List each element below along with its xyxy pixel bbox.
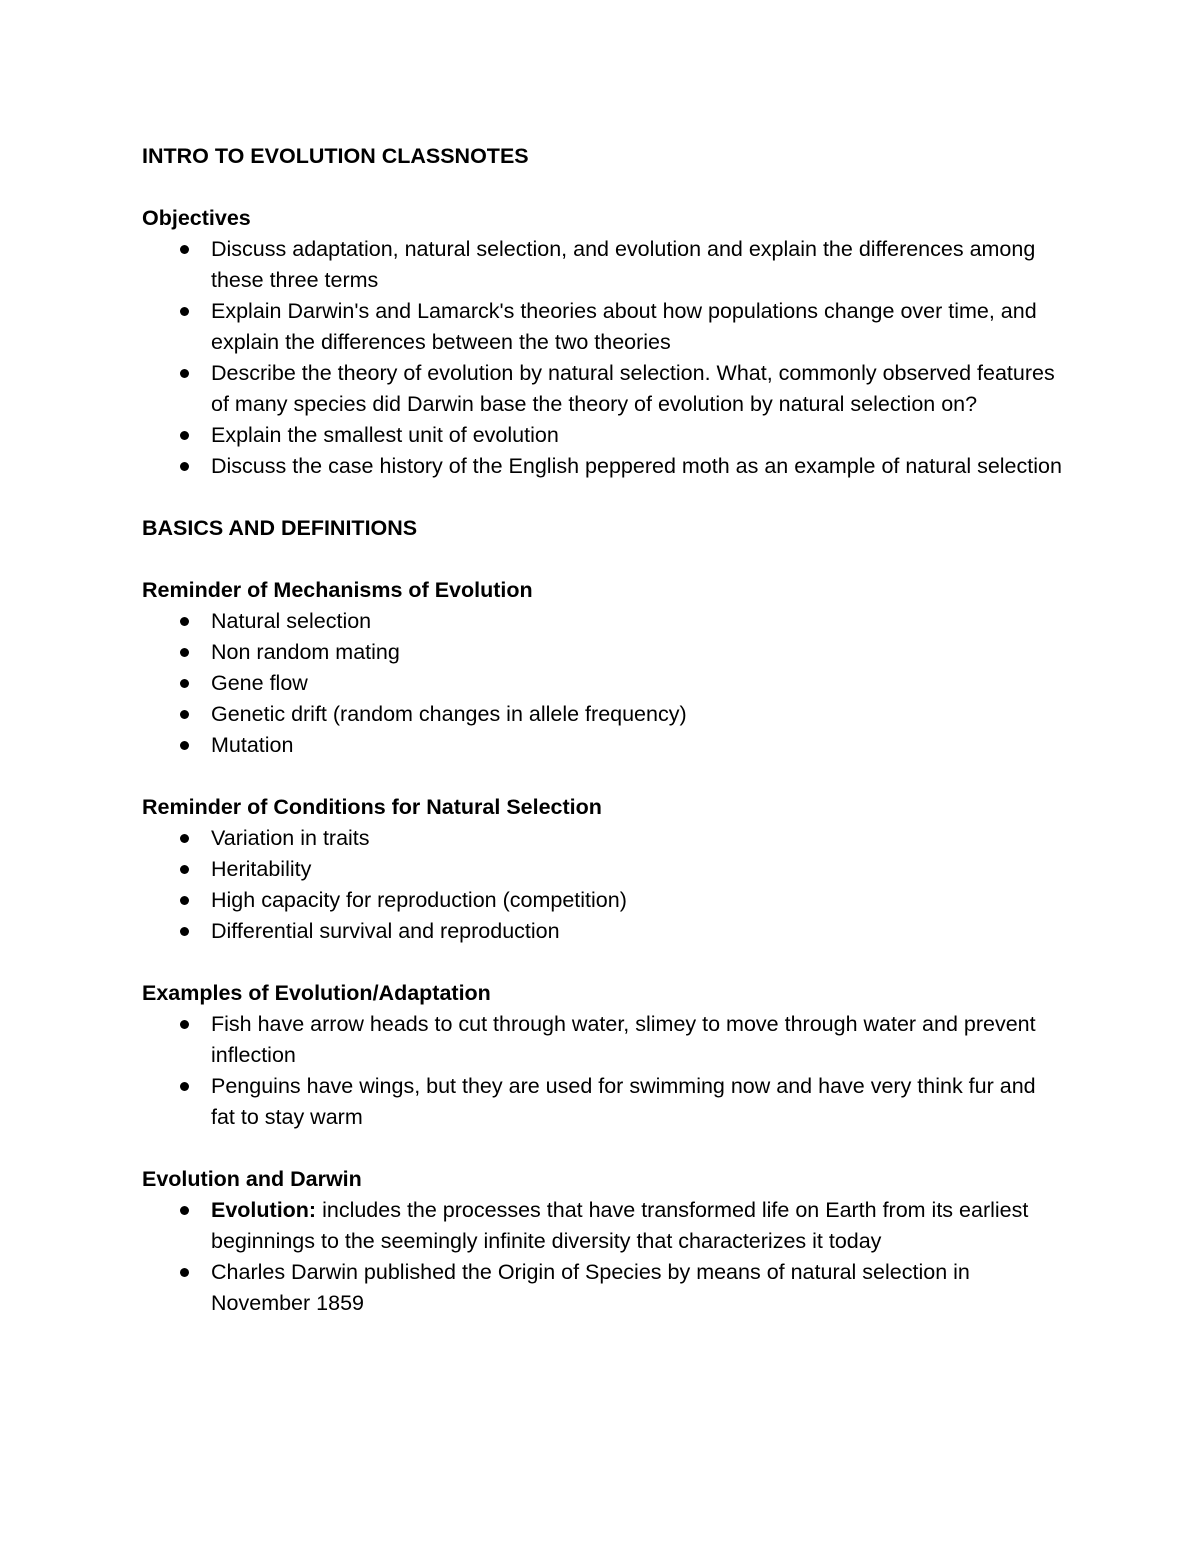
list-item bbox=[142, 854, 1062, 885]
list-item bbox=[142, 668, 1062, 699]
bullet-icon bbox=[180, 927, 189, 936]
list-item bbox=[142, 420, 1062, 451]
list-item bbox=[142, 606, 1062, 637]
bullet-icon bbox=[180, 834, 189, 843]
definition-term: Evolution: bbox=[211, 1198, 317, 1222]
list-item bbox=[142, 451, 1062, 482]
bullet-icon bbox=[180, 710, 189, 719]
bullet-icon bbox=[180, 896, 189, 905]
list-item-text: Fish have arrow heads to cut through water, slimey to move through water and prevent inflection bbox=[211, 1012, 1036, 1067]
list-item-text: Charles Darwin published the Origin of Species by means of natural selection in November 1859 bbox=[211, 1260, 970, 1315]
bullet-icon bbox=[180, 741, 189, 750]
examples-list bbox=[142, 1009, 1062, 1133]
list-item-text: Natural selection bbox=[211, 609, 372, 633]
list-item bbox=[142, 823, 1062, 854]
list-item-text: Explain Darwin's and Lamarck's theories about how populations change over time, and explain the differences between the two theories bbox=[211, 299, 1037, 354]
document-body bbox=[142, 141, 1062, 1319]
conditions-list bbox=[142, 823, 1062, 947]
list-item-text: Non random mating bbox=[211, 640, 400, 664]
bullet-icon bbox=[180, 865, 189, 874]
examples-heading: Examples of Evolution/Adaptation bbox=[142, 981, 491, 1005]
list-item-text: Describe the theory of evolution by natural selection. What, commonly observed features of many species did Darwin base the theory of evolution by natural selection on? bbox=[211, 361, 1055, 416]
list-item bbox=[142, 1195, 1062, 1257]
objectives-list bbox=[142, 234, 1062, 482]
mechanisms-heading: Reminder of Mechanisms of Evolution bbox=[142, 578, 533, 602]
bullet-icon bbox=[180, 617, 189, 626]
list-item-text: Discuss adaptation, natural selection, and evolution and explain the differences among these three terms bbox=[211, 237, 1036, 292]
conditions-heading: Reminder of Conditions for Natural Selection bbox=[142, 795, 602, 819]
bullet-icon bbox=[180, 1020, 189, 1029]
list-item bbox=[142, 637, 1062, 668]
bullet-icon bbox=[180, 369, 189, 378]
spacer bbox=[142, 544, 1062, 575]
list-item bbox=[142, 730, 1062, 761]
list-item-text: Gene flow bbox=[211, 671, 308, 695]
list-item-text: Discuss the case history of the English peppered moth as an example of natural selection bbox=[211, 454, 1062, 478]
spacer bbox=[142, 482, 1062, 513]
spacer bbox=[142, 947, 1062, 978]
darwin-heading: Evolution and Darwin bbox=[142, 1167, 362, 1191]
bullet-icon bbox=[180, 648, 189, 657]
list-item bbox=[142, 916, 1062, 947]
bullet-icon bbox=[180, 1206, 189, 1215]
list-item-text: High capacity for reproduction (competition) bbox=[211, 888, 627, 912]
list-item-text: Explain the smallest unit of evolution bbox=[211, 423, 559, 447]
document-title: INTRO TO EVOLUTION CLASSNOTES bbox=[142, 144, 529, 168]
list-item bbox=[142, 1009, 1062, 1071]
list-item-text: Genetic drift (random changes in allele frequency) bbox=[211, 702, 687, 726]
list-item-text: Mutation bbox=[211, 733, 294, 757]
list-item bbox=[142, 885, 1062, 916]
list-item bbox=[142, 1257, 1062, 1319]
list-item-text: Penguins have wings, but they are used for swimming now and have very think fur and fat to stay warm bbox=[211, 1074, 1036, 1129]
darwin-list bbox=[142, 1195, 1062, 1319]
bullet-icon bbox=[180, 679, 189, 688]
list-item-text: Heritability bbox=[211, 857, 312, 881]
bullet-icon bbox=[180, 1082, 189, 1091]
bullet-icon bbox=[180, 431, 189, 440]
bullet-icon bbox=[180, 1268, 189, 1277]
definition-text: includes the processes that have transformed life on Earth from its earliest beginnings to the seemingly infinite diversity that characterizes it today bbox=[211, 1198, 1029, 1253]
list-item bbox=[142, 1071, 1062, 1133]
basics-heading: BASICS AND DEFINITIONS bbox=[142, 516, 418, 540]
list-item-text: Differential survival and reproduction bbox=[211, 919, 560, 943]
spacer bbox=[142, 1133, 1062, 1164]
mechanisms-list bbox=[142, 606, 1062, 761]
list-item bbox=[142, 296, 1062, 358]
bullet-icon bbox=[180, 462, 189, 471]
list-item bbox=[142, 234, 1062, 296]
list-item bbox=[142, 699, 1062, 730]
list-item-text: Variation in traits bbox=[211, 826, 370, 850]
bullet-icon bbox=[180, 245, 189, 254]
bullet-icon bbox=[180, 307, 189, 316]
spacer bbox=[142, 761, 1062, 792]
spacer bbox=[142, 172, 1062, 203]
list-item bbox=[142, 358, 1062, 420]
objectives-heading: Objectives bbox=[142, 206, 251, 230]
